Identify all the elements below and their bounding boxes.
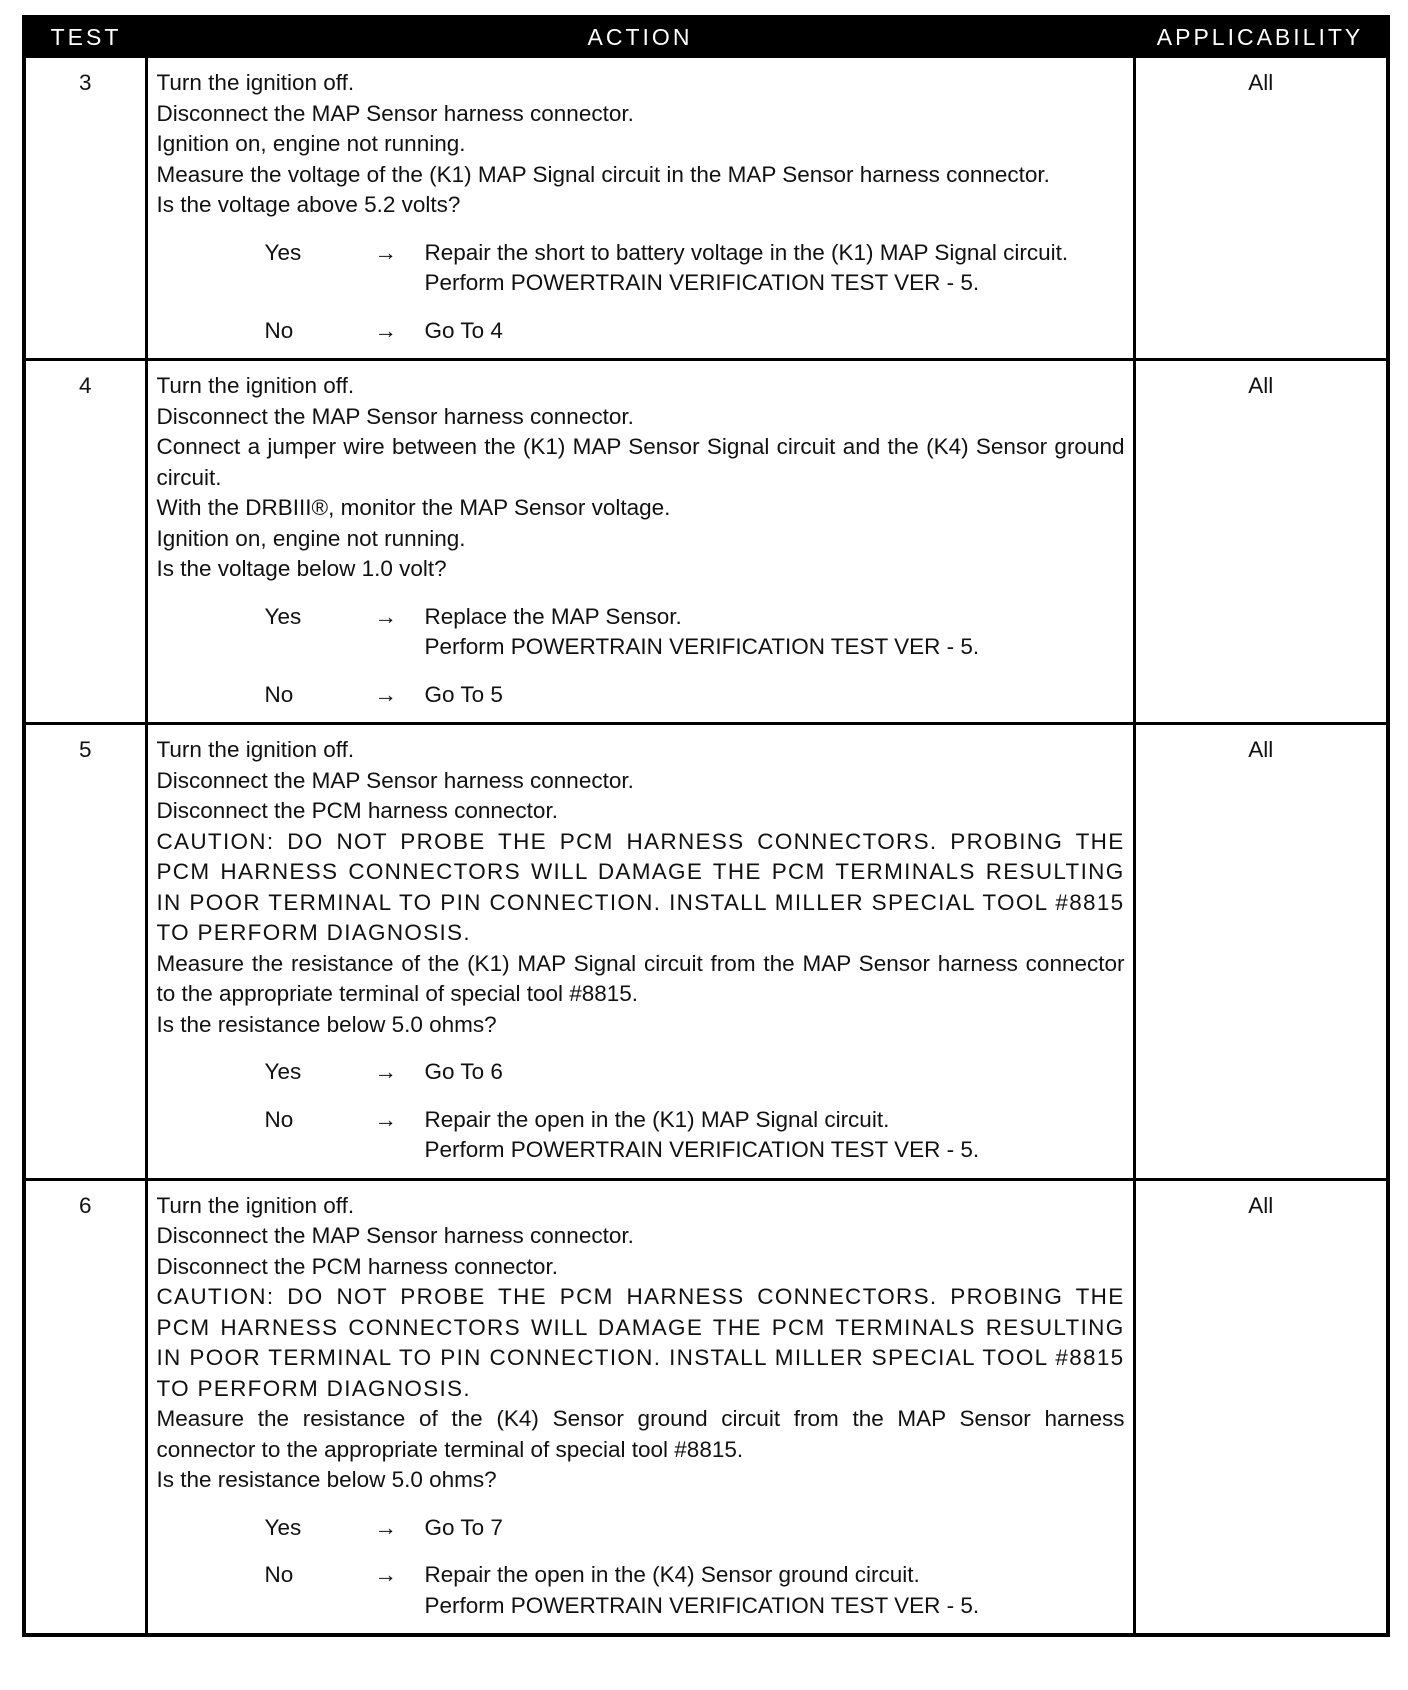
applicability-value: All (1134, 1179, 1388, 1635)
answers (157, 1057, 1125, 1166)
action-step: Disconnect the MAP Sensor harness connector. (156, 767, 634, 793)
table-row (24, 1179, 1388, 1635)
answer-no (157, 316, 1125, 347)
action-step: Is the voltage above 5.2 volts? (156, 192, 461, 217)
table-row (24, 724, 1388, 1180)
answer-yes (157, 1513, 1125, 1544)
table-header-row (24, 17, 1388, 57)
result-line: Go To 5 (424, 681, 503, 707)
answer-no-result (425, 680, 1125, 711)
action-step: Is the resistance below 5.0 ohms? (156, 1011, 497, 1037)
diagnostic-table (22, 15, 1390, 1637)
answer-yes (157, 238, 1125, 299)
result-line: Go To 6 (424, 1059, 503, 1084)
action-step: Connect a jumper wire between the (K1) MAP Sensor Signal circuit and the (K4) Sensor ground circuit. (156, 434, 1125, 490)
answer-no-result (425, 1105, 1125, 1166)
answer-yes (157, 602, 1125, 663)
caution-text: CAUTION: DO NOT PROBE THE PCM HARNESS CONNECTORS. PROBING THE PCM HARNESS CONNECTORS WILL DAMAGE THE PCM TERMINALS RESULTING IN POOR TERMINAL TO PIN CONNECTION. INSTALL MILLER SPECIAL TOOL #8815 TO PERFORM DIAGNOSIS. (156, 828, 1125, 945)
action-step: Measure the voltage of the (K1) MAP Signal circuit in the MAP Sensor harness connector. (156, 161, 1050, 187)
arrow-right-icon: → (374, 1562, 397, 1587)
action-step: Disconnect the MAP Sensor harness connector. (156, 403, 634, 429)
action-step: Disconnect the MAP Sensor harness connector. (156, 100, 634, 126)
test-number: 5 (24, 724, 146, 1180)
applicability-value: All (1134, 57, 1388, 360)
answer-no-label: No (264, 681, 294, 707)
table-row (24, 360, 1388, 724)
answers (157, 238, 1125, 347)
test-number: 6 (24, 1179, 146, 1635)
action-cell (146, 57, 1134, 360)
test-number: 3 (24, 57, 146, 360)
result-line: Repair the open in the (K1) MAP Signal circuit. (424, 1106, 890, 1132)
answer-no-label: No (264, 1106, 294, 1132)
action-step: Turn the ignition off. (156, 373, 355, 398)
result-line: Perform POWERTRAIN VERIFICATION TEST VER - 5. (424, 1137, 980, 1162)
answer-yes-result (425, 602, 1125, 663)
answer-yes-label: Yes (264, 603, 302, 629)
answer-no-result (425, 1560, 1125, 1621)
action-step: Disconnect the PCM harness connector. (156, 798, 558, 823)
answers (157, 1513, 1125, 1622)
result-line: Repair the short to battery voltage in the (K1) MAP Signal circuit. (424, 239, 1069, 265)
header-applicability: APPLICABILITY (1134, 17, 1388, 57)
action-cell (146, 724, 1134, 1180)
answer-yes-label: Yes (264, 1059, 302, 1084)
arrow-right-icon: → (374, 317, 397, 343)
action-step: Is the voltage below 1.0 volt? (156, 556, 447, 581)
arrow-right-icon: → (374, 1059, 397, 1084)
answer-no-label: No (264, 1562, 294, 1587)
result-line: Repair the open in the (K4) Sensor ground circuit. (424, 1562, 920, 1587)
result-line: Go To 7 (424, 1514, 503, 1540)
arrow-right-icon: → (374, 239, 397, 265)
answer-yes-label: Yes (264, 239, 302, 265)
applicability-value: All (1134, 360, 1388, 724)
caution-text: CAUTION: DO NOT PROBE THE PCM HARNESS CONNECTORS. PROBING THE PCM HARNESS CONNECTORS WILL DAMAGE THE PCM TERMINALS RESULTING IN POOR TERMINAL TO PIN CONNECTION. INSTALL MILLER SPECIAL TOOL #8815 TO PERFORM DIAGNOSIS. (156, 1284, 1125, 1401)
header-test: TEST (24, 17, 146, 57)
result-line: Go To 4 (424, 317, 503, 343)
answers (157, 602, 1125, 711)
test-number: 4 (24, 360, 146, 724)
arrow-right-icon: → (374, 1106, 397, 1132)
answer-no-label: No (264, 317, 294, 343)
applicability-value: All (1134, 724, 1388, 1180)
answer-no (157, 680, 1125, 711)
arrow-right-icon: → (374, 1514, 397, 1540)
header-action: ACTION (146, 17, 1134, 57)
answer-yes-label: Yes (264, 1514, 302, 1540)
action-cell (146, 360, 1134, 724)
answer-no (157, 1105, 1125, 1166)
answer-no (157, 1560, 1125, 1621)
result-line: Perform POWERTRAIN VERIFICATION TEST VER - 5. (424, 1592, 980, 1618)
action-step: Turn the ignition off. (156, 1192, 355, 1218)
arrow-right-icon: → (374, 603, 397, 629)
answer-no-result (425, 316, 1125, 347)
table-body (24, 57, 1388, 1636)
result-line: Perform POWERTRAIN VERIFICATION TEST VER - 5. (424, 634, 980, 659)
answer-yes-result (425, 1513, 1125, 1544)
answer-yes-result (425, 1057, 1125, 1088)
answer-yes (157, 1057, 1125, 1088)
action-step: Disconnect the PCM harness connector. (156, 1253, 558, 1279)
action-step: Is the resistance below 5.0 ohms? (156, 1467, 497, 1492)
action-step: Ignition on, engine not running. (156, 525, 466, 551)
action-cell (146, 1179, 1134, 1635)
result-line: Replace the MAP Sensor. (424, 603, 682, 629)
action-step: Ignition on, engine not running. (156, 131, 466, 156)
action-step: Measure the resistance of the (K4) Sensor ground circuit from the MAP Sensor harness connector to the appropriate terminal of special tool #8815. (156, 1406, 1125, 1462)
action-step: Disconnect the MAP Sensor harness connector. (156, 1223, 634, 1248)
action-step: Measure the resistance of the (K1) MAP Signal circuit from the MAP Sensor harness connector to the appropriate terminal of special tool #8815. (156, 950, 1125, 1006)
action-step: Turn the ignition off. (156, 737, 355, 762)
action-step: Turn the ignition off. (156, 70, 355, 95)
answer-yes-result (425, 238, 1125, 299)
result-line: Perform POWERTRAIN VERIFICATION TEST VER - 5. (424, 270, 980, 295)
table-row (24, 57, 1388, 360)
action-step: With the DRBIII®, monitor the MAP Sensor voltage. (156, 495, 671, 520)
arrow-right-icon: → (374, 681, 397, 707)
